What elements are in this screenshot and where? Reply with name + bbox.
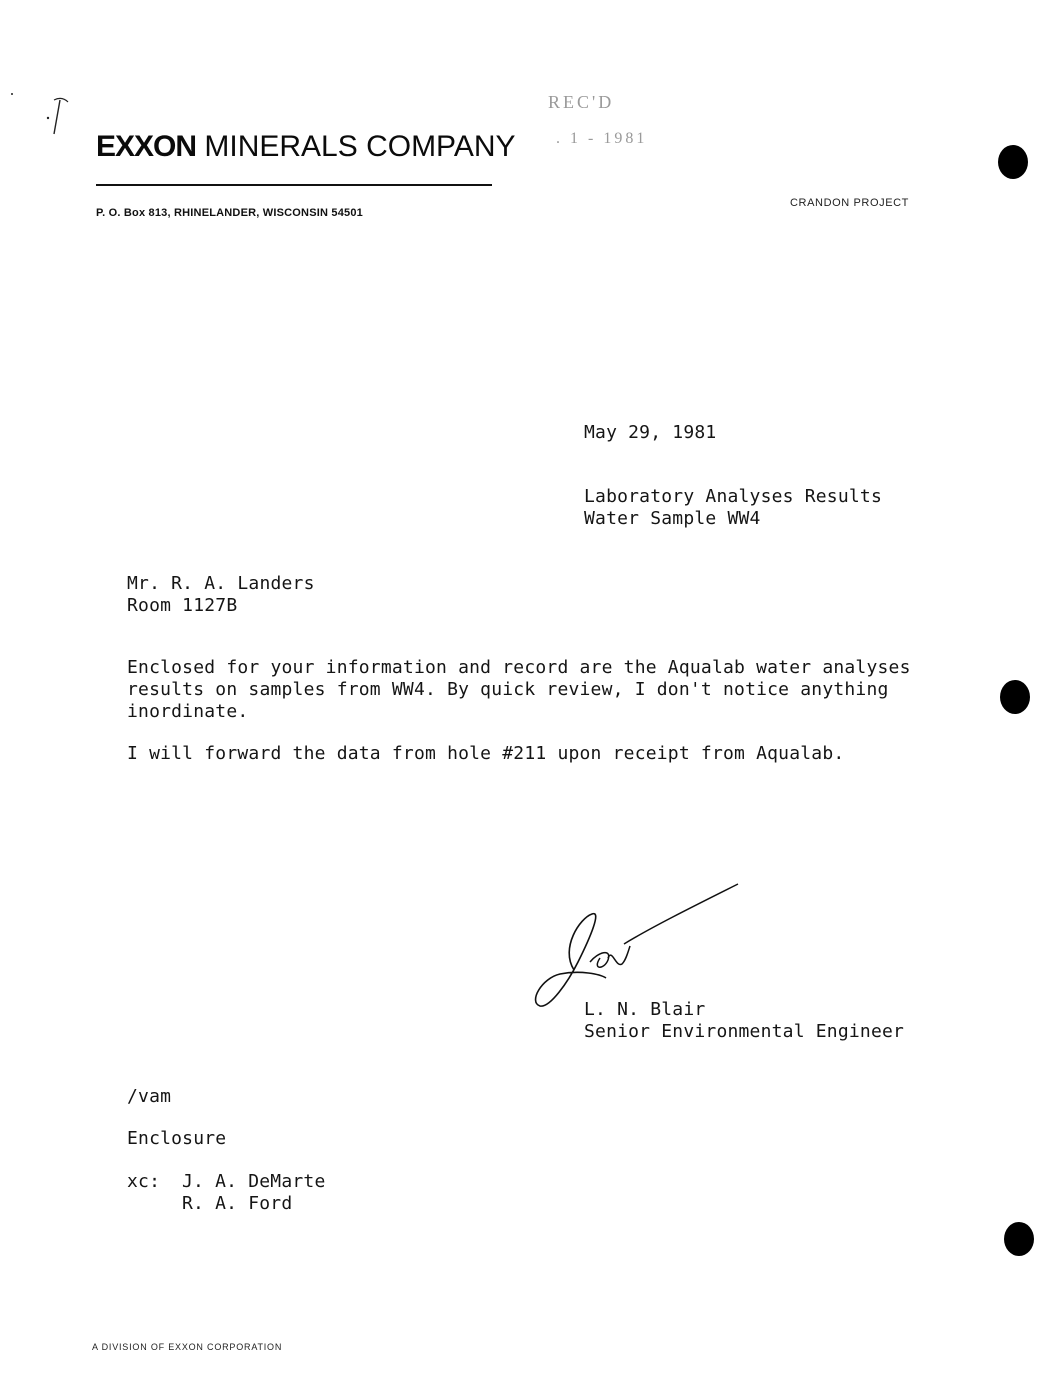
body-paragraph: Enclosed for your information and record are the Aqualab water analyses results on samples from WW4. By quick review, I don't notice anything inordinate. — [127, 657, 911, 722]
header-divider — [96, 184, 492, 186]
copy-list — [127, 1171, 325, 1215]
subject-line: Laboratory Analyses Results — [584, 486, 882, 507]
subject-line: Water Sample WW4 — [584, 508, 761, 529]
recipient-name: Mr. R. A. Landers — [127, 573, 315, 594]
handwritten-signature — [520, 878, 750, 1018]
signer-name: L. N. Blair — [584, 999, 706, 1020]
cc-recipient: R. A. Ford — [182, 1193, 293, 1214]
stamp-line-1: REC'D — [548, 92, 615, 112]
subject-block — [584, 486, 882, 530]
recipient-block — [127, 573, 315, 617]
pen-mark — [8, 72, 78, 152]
typist-initials: /vam — [127, 1086, 172, 1107]
company-name: MINERALS COMPANY — [196, 130, 516, 163]
punch-hole — [998, 145, 1028, 179]
signer-block — [584, 999, 904, 1043]
punch-hole — [1000, 680, 1030, 714]
signer-title: Senior Environmental Engineer — [584, 1021, 905, 1042]
footer-division: A DIVISION OF EXXON CORPORATION — [92, 1342, 283, 1352]
cc-label: xc: — [127, 1171, 161, 1192]
enclosure-note: Enclosure — [127, 1128, 227, 1149]
punch-hole — [1004, 1222, 1034, 1256]
company-address: P. O. Box 813, RHINELANDER, WISCONSIN 54501 — [96, 207, 363, 219]
cc-recipient: J. A. DeMarte — [182, 1171, 326, 1192]
received-stamp — [548, 92, 688, 156]
body-paragraph: I will forward the data from hole #211 upon receipt from Aqualab. — [127, 743, 845, 764]
company-logo — [96, 130, 516, 164]
project-label: CRANDON PROJECT — [790, 197, 910, 209]
letter-date: May 29, 1981 — [584, 422, 717, 443]
recipient-room: Room 1127B — [127, 595, 238, 616]
stamp-line-2: . 1 - 1981 — [556, 130, 648, 147]
brand-name: EXXON — [96, 130, 197, 163]
